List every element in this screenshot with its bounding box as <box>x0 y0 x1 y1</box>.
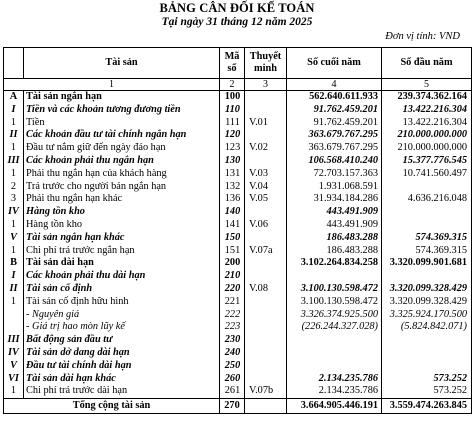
table-row <box>4 193 472 206</box>
row-label: Bất động sản đầu tư <box>24 334 220 347</box>
row-code: 132 <box>220 181 245 194</box>
row-label: Tài sản dở dang dài hạn <box>24 347 220 360</box>
row-note: V.08 <box>245 283 287 296</box>
currency-unit: Đơn vị tính: VND <box>385 31 460 42</box>
row-note <box>245 232 287 245</box>
row-index: 1 <box>4 245 24 258</box>
row-note <box>245 155 287 168</box>
total-code: 270 <box>220 399 245 414</box>
row-begin-value: 210.000.000.000 <box>382 129 472 142</box>
table-row <box>4 309 472 322</box>
row-note: V.01 <box>245 117 287 130</box>
row-end-value: 106.568.410.240 <box>287 155 382 168</box>
row-note <box>245 129 287 142</box>
row-end-value: 1.931.068.591 <box>287 181 382 194</box>
row-code: 100 <box>220 91 245 104</box>
row-end-value: 443.491.909 <box>287 219 382 232</box>
row-index: 1 <box>4 219 24 232</box>
row-code: 136 <box>220 193 245 206</box>
row-label: - Nguyên giá <box>24 309 220 322</box>
row-index <box>4 309 24 322</box>
column-number: 1 <box>4 79 220 91</box>
row-label: Tài sản cố định hữu hình <box>24 296 220 309</box>
document-date: Tại ngày 31 tháng 12 năm 2025 <box>161 16 313 28</box>
balance-sheet-table <box>3 47 472 414</box>
row-begin-value: (5.824.842.071) <box>382 321 472 334</box>
row-code: 130 <box>220 155 245 168</box>
row-code: 230 <box>220 334 245 347</box>
total-note <box>245 399 287 414</box>
row-note <box>245 270 287 283</box>
row-index: III <box>4 155 24 168</box>
row-label: Tài sản dài hạn <box>24 257 220 270</box>
header-index <box>4 48 24 79</box>
row-end-value: 3.100.130.598.472 <box>287 296 382 309</box>
row-note <box>245 91 287 104</box>
row-end-value: (226.244.327.028) <box>287 321 382 334</box>
table-row <box>4 155 472 168</box>
row-begin-value: 574.369.315 <box>382 232 472 245</box>
row-label: Đầu tư tài chính dài hạn <box>24 360 220 373</box>
row-end-value: 72.703.157.363 <box>287 168 382 181</box>
row-index: I <box>4 270 24 283</box>
table-row <box>4 257 472 270</box>
table-row <box>4 232 472 245</box>
row-label: Trả trước cho người bán ngắn hạn <box>24 181 220 194</box>
row-begin-value <box>382 206 472 219</box>
row-code: 221 <box>220 296 245 309</box>
row-note <box>245 257 287 270</box>
row-label: Tiền và các khoản tương đương tiền <box>24 104 220 117</box>
row-end-value: 31.934.184.286 <box>287 193 382 206</box>
total-label: Tổng cộng tài sản <box>4 399 220 414</box>
row-label: Tài sản dài hạn khác <box>24 373 220 386</box>
row-code: 223 <box>220 321 245 334</box>
row-note: V.07a <box>245 245 287 258</box>
row-begin-value <box>382 360 472 373</box>
row-note: V.02 <box>245 142 287 155</box>
row-begin-value: 239.374.362.164 <box>382 91 472 104</box>
row-index: IV <box>4 347 24 360</box>
row-label: Tài sản ngắn hạn <box>24 91 220 104</box>
row-index: 3 <box>4 193 24 206</box>
row-begin-value: 10.741.560.497 <box>382 168 472 181</box>
table-row <box>4 142 472 155</box>
row-begin-value <box>382 219 472 232</box>
table-row <box>4 91 472 104</box>
row-index: 1 <box>4 117 24 130</box>
row-note <box>245 373 287 386</box>
header-code: Mã số <box>220 48 245 79</box>
table-row <box>4 181 472 194</box>
row-code: 150 <box>220 232 245 245</box>
table-row <box>4 117 472 130</box>
column-number-row <box>4 79 472 91</box>
row-begin-value: 3.320.099.328.429 <box>382 296 472 309</box>
row-begin-value <box>382 181 472 194</box>
row-label: Các khoản phải thu dài hạn <box>24 270 220 283</box>
row-label: Phải thu ngắn hạn của khách hàng <box>24 168 220 181</box>
row-index: 2 <box>4 181 24 194</box>
row-code: 111 <box>220 117 245 130</box>
row-index: II <box>4 283 24 296</box>
row-end-value: 443.491.909 <box>287 206 382 219</box>
column-number: 4 <box>287 79 382 91</box>
row-end-value: 363.679.767.295 <box>287 129 382 142</box>
column-number: 3 <box>245 79 287 91</box>
row-index: A <box>4 91 24 104</box>
row-end-value: 186.483.288 <box>287 232 382 245</box>
row-begin-value: 574.369.315 <box>382 245 472 258</box>
row-note <box>245 360 287 373</box>
row-code: 123 <box>220 142 245 155</box>
row-label: - Giá trị hao mòn lũy kế <box>24 321 220 334</box>
table-row <box>4 334 472 347</box>
header-note: Thuyết minh <box>245 48 287 79</box>
row-end-value: 91.762.459.201 <box>287 104 382 117</box>
row-index: IV <box>4 206 24 219</box>
row-note: V.04 <box>245 181 287 194</box>
row-label: Các khoản đầu tư tài chính ngắn hạn <box>24 129 220 142</box>
table-row <box>4 296 472 309</box>
row-index: II <box>4 129 24 142</box>
row-index: V <box>4 360 24 373</box>
row-end-value <box>287 334 382 347</box>
row-note <box>245 296 287 309</box>
header-end-of-year: Số cuối năm <box>287 48 382 79</box>
row-label: Phải thu ngắn hạn khác <box>24 193 220 206</box>
table-row <box>4 206 472 219</box>
row-label: Tài sản ngắn hạn khác <box>24 232 220 245</box>
row-code: 200 <box>220 257 245 270</box>
row-code: 220 <box>220 283 245 296</box>
row-label: Chi phí trả trước dài hạn <box>24 385 220 398</box>
total-begin-value: 3.559.474.263.845 <box>382 399 472 414</box>
table-row <box>4 104 472 117</box>
row-code: 260 <box>220 373 245 386</box>
row-index: I <box>4 104 24 117</box>
row-label: Hàng tồn kho <box>24 206 220 219</box>
row-begin-value: 13.422.216.304 <box>382 117 472 130</box>
row-code: 131 <box>220 168 245 181</box>
row-end-value: 363.679.767.295 <box>287 142 382 155</box>
table-row <box>4 219 472 232</box>
row-begin-value: 573.252 <box>382 373 472 386</box>
table-row <box>4 168 472 181</box>
row-begin-value: 3.320.099.328.429 <box>382 283 472 296</box>
row-begin-value: 3.320.099.901.681 <box>382 257 472 270</box>
row-begin-value: 13.422.216.304 <box>382 104 472 117</box>
row-begin-value: 4.636.216.048 <box>382 193 472 206</box>
row-index: B <box>4 257 24 270</box>
row-code: 222 <box>220 309 245 322</box>
row-code: 151 <box>220 245 245 258</box>
row-label: Tiền <box>24 117 220 130</box>
row-index: VI <box>4 373 24 386</box>
row-note <box>245 104 287 117</box>
document-title: BẢNG CÂN ĐỐI KẾ TOÁN <box>159 1 315 15</box>
row-note <box>245 206 287 219</box>
row-note <box>245 321 287 334</box>
row-index: III <box>4 334 24 347</box>
row-begin-value: 573.252 <box>382 385 472 398</box>
row-code: 210 <box>220 270 245 283</box>
row-label: Tài sản cố định <box>24 283 220 296</box>
table-row <box>4 347 472 360</box>
table-row <box>4 129 472 142</box>
row-begin-value: 15.377.776.545 <box>382 155 472 168</box>
row-begin-value: 210.000.000.000 <box>382 142 472 155</box>
row-index: 1 <box>4 142 24 155</box>
row-note <box>245 309 287 322</box>
row-code: 250 <box>220 360 245 373</box>
row-begin-value: 3.325.924.170.500 <box>382 309 472 322</box>
row-note: V.07b <box>245 385 287 398</box>
row-code: 261 <box>220 385 245 398</box>
table-row <box>4 385 472 398</box>
total-end-value: 3.664.905.446.191 <box>287 399 382 414</box>
column-number: 5 <box>382 79 472 91</box>
table-row <box>4 283 472 296</box>
row-label: Các khoản phải thu ngắn hạn <box>24 155 220 168</box>
row-end-value <box>287 347 382 360</box>
row-begin-value <box>382 347 472 360</box>
row-end-value: 562.640.611.933 <box>287 91 382 104</box>
row-end-value: 2.134.235.786 <box>287 385 382 398</box>
row-end-value: 2.134.235.786 <box>287 373 382 386</box>
table-row <box>4 245 472 258</box>
row-end-value: 3.326.374.925.500 <box>287 309 382 322</box>
row-code: 120 <box>220 129 245 142</box>
column-number: 2 <box>220 79 245 91</box>
row-end-value: 91.762.459.201 <box>287 117 382 130</box>
row-code: 240 <box>220 347 245 360</box>
row-note <box>245 347 287 360</box>
row-note: V.06 <box>245 219 287 232</box>
row-index: 1 <box>4 168 24 181</box>
table-row <box>4 360 472 373</box>
row-index: 1 <box>4 385 24 398</box>
row-begin-value <box>382 270 472 283</box>
row-end-value <box>287 360 382 373</box>
row-end-value: 3.100.130.598.472 <box>287 283 382 296</box>
table-row <box>4 373 472 386</box>
row-index: V <box>4 232 24 245</box>
row-index: 1 <box>4 296 24 309</box>
header-row <box>4 48 472 79</box>
row-label: Chi phí trả trước ngắn hạn <box>24 245 220 258</box>
table-row <box>4 270 472 283</box>
row-end-value: 186.483.288 <box>287 245 382 258</box>
row-begin-value <box>382 334 472 347</box>
row-note: V.03 <box>245 168 287 181</box>
header-asset: Tài sản <box>24 48 220 79</box>
row-note: V.05 <box>245 193 287 206</box>
total-row <box>4 399 472 414</box>
row-code: 141 <box>220 219 245 232</box>
row-code: 110 <box>220 104 245 117</box>
row-end-value <box>287 270 382 283</box>
row-note <box>245 334 287 347</box>
row-label: Hàng tồn kho <box>24 219 220 232</box>
row-code: 140 <box>220 206 245 219</box>
row-end-value: 3.102.264.834.258 <box>287 257 382 270</box>
row-index <box>4 321 24 334</box>
table-row <box>4 321 472 334</box>
header-beginning-of-year: Số đầu năm <box>382 48 472 79</box>
row-label: Đầu tư nắm giữ đến ngày đáo hạn <box>24 142 220 155</box>
